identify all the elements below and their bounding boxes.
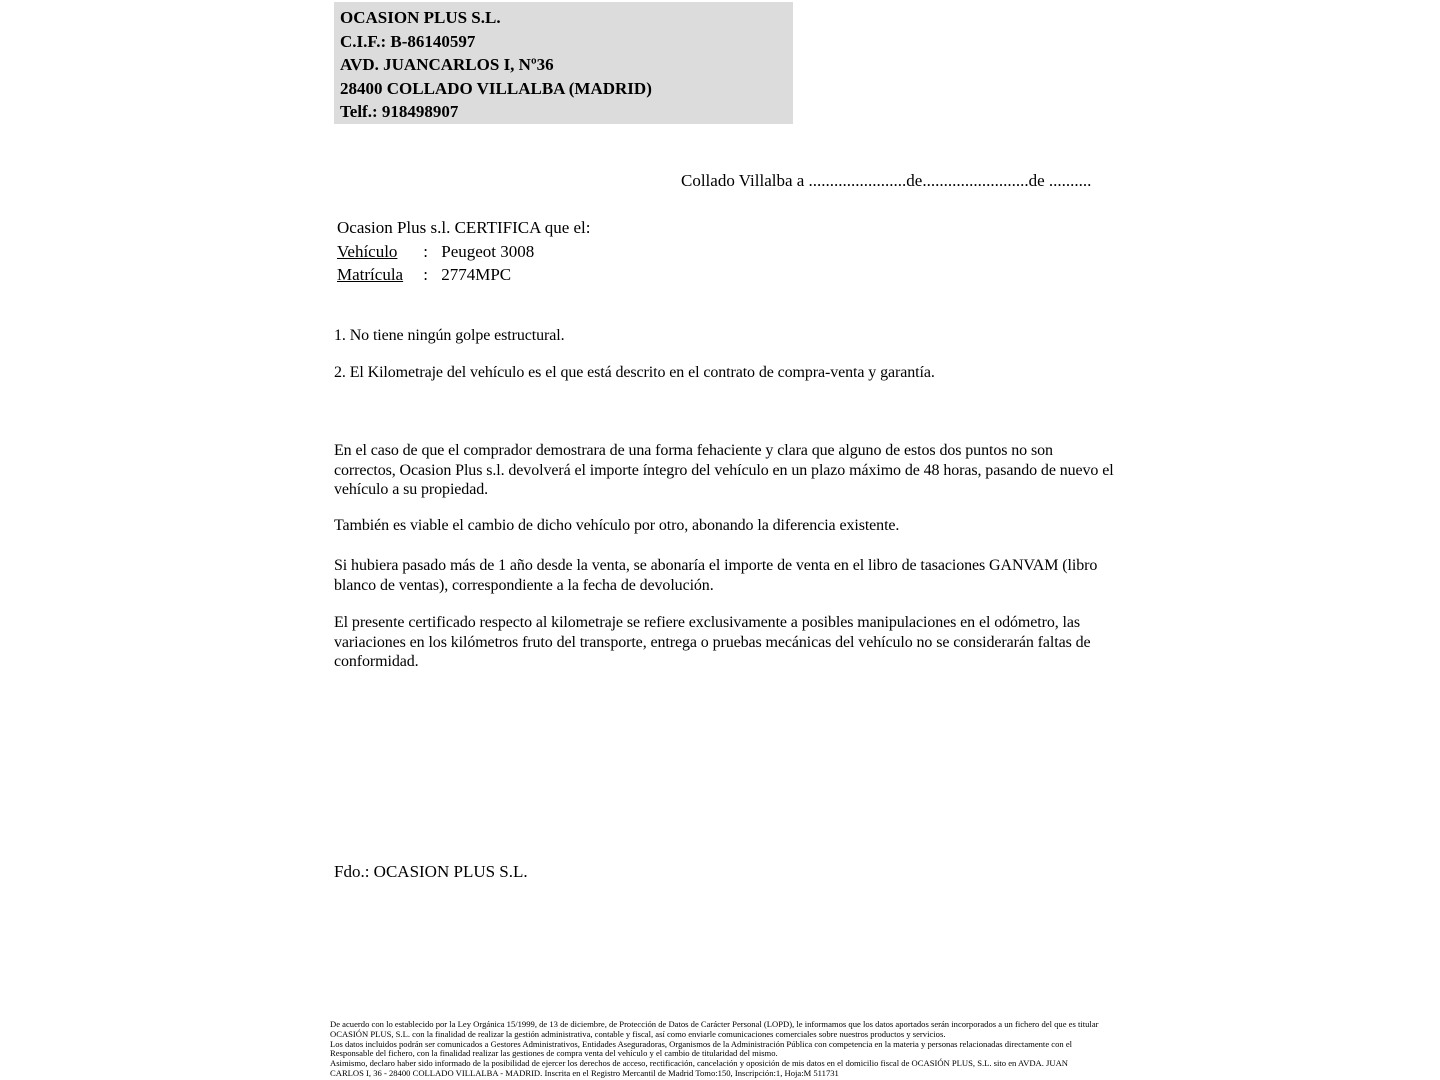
certified-point-1: 1. No tiene ningún golpe estructural. <box>334 327 565 344</box>
signature-line: Fdo.: OCASION PLUS S.L. <box>334 862 528 881</box>
plate-field-separator: : <box>423 265 428 284</box>
legal-paragraph-recipients: Los datos incluidos podrán ser comunicados a Gestores Administrativos, Entidades Aseguradoras, Organismos de la Administración Pública con competencia en la materia y personas relacionadas directamente con el Responsable del fichero, con la finalidad realizar las gestiones de compra venta del vehículo y el cambio de titularidad del mismo. <box>330 1038 1073 1059</box>
vehicle-field-separator: : <box>423 241 428 261</box>
legal-paragraph-lopd: De acuerdo con lo establecido por la Ley Orgánica 15/1999, de 13 de diciembre, de Protección de Datos de Carácter Personal (LOPD), le informamos que los datos aportados serán incorporados a un fichero del que es titular OCASIÓN PLUS, S.L. con la finalidad de realizar la gestión administrativa, contable y fiscal, así como enviarle comunicaciones comerciales sobre nuestros productos y servicios. <box>330 1019 1099 1039</box>
plate-field-row <box>337 263 591 287</box>
plate-field-value: 2774MPC <box>441 265 512 284</box>
certification-block <box>337 216 591 287</box>
date-fill-in-line: Collado Villalba a .......................de.........................de .......... <box>681 171 1092 190</box>
company-address: AVD. JUANCARLOS I, Nº36 <box>340 55 554 74</box>
legal-paragraph-rights: Asimismo, declaro haber sido informado de la posibilidad de ejercer los derechos de acceso, rectificación, cancelación y oposición de mis datos en el domicilio fiscal de OCASIÓN PLUS, S.L. sito en AVDA. JUAN CARLOS I, 36 - 28400 COLLADO VILLALBA - MADRID. Inscrita en el Registro Mercantil de Madrid Tomo:150, Inscripción:1, Hoja:M 511731 <box>330 1058 1069 1078</box>
company-phone: Telf.: 918498907 <box>340 102 459 121</box>
legal-footer <box>330 1020 1102 1079</box>
body-paragraph-refund: En el caso de que el comprador demostrara de una forma fehaciente y clara que alguno de estos dos puntos no son correctos, Ocasion Plus s.l. devolverá el importe íntegro del vehículo en un plazo máximo de 48 horas, pasando de nuevo el vehículo a su propiedad. <box>334 442 1114 498</box>
company-cif: C.I.F.: B-86140597 <box>340 31 476 51</box>
certifica-intro: Ocasion Plus s.l. CERTIFICA que el: <box>337 218 591 237</box>
company-city: 28400 COLLADO VILLALBA (MADRID) <box>340 78 652 98</box>
company-header-box <box>334 2 793 124</box>
certified-point-2: 2. El Kilometraje del vehículo es el que está descrito en el contrato de compra-venta y garantía. <box>334 364 935 381</box>
body-paragraph-exchange: También es viable el cambio de dicho vehículo por otro, abonando la diferencia existente. <box>334 517 900 534</box>
vehicle-field-label: Vehículo <box>337 241 398 261</box>
vehicle-field-row <box>337 240 591 264</box>
company-name: OCASION PLUS S.L. <box>340 8 501 27</box>
plate-field-label: Matrícula <box>337 265 404 284</box>
body-paragraph-ganvam: Si hubiera pasado más de 1 año desde la venta, se abonaría el importe de venta en el libro de tasaciones GANVAM (libro blanco de ventas), correspondiente a la fecha de devolución. <box>334 557 1098 594</box>
body-paragraph-odometer: El presente certificado respecto al kilometraje se refiere exclusivamente a posibles manipulaciones en el odómetro, las variaciones en los kilómetros fruto del transporte, entrega o pruebas mecánicas del vehículo no se considerarán faltas de conformidad. <box>334 614 1091 670</box>
vehicle-field-value: Peugeot 3008 <box>441 241 535 261</box>
